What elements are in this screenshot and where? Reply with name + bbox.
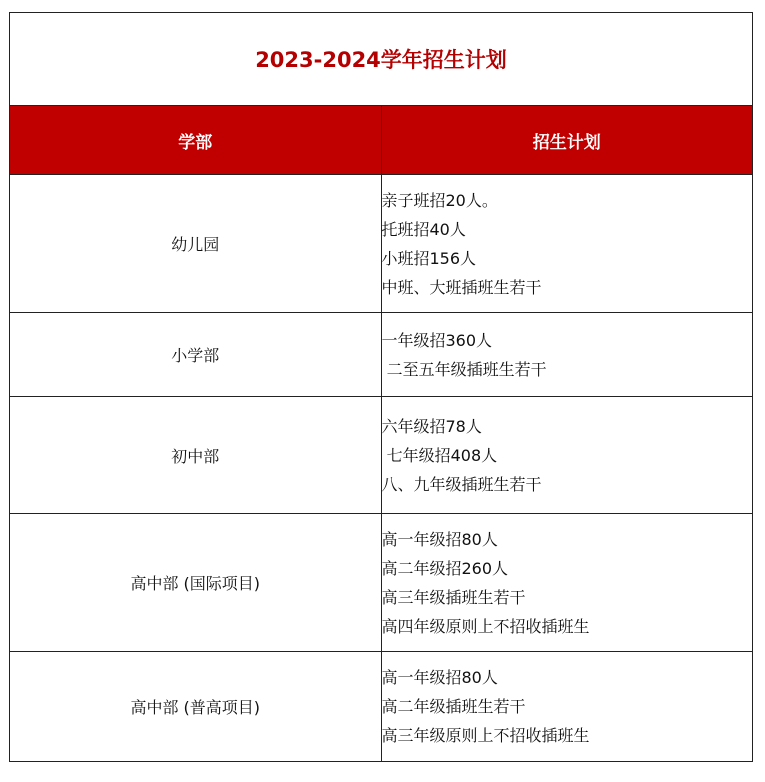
header-department: 学部 (10, 106, 382, 175)
plan-line: 亲子班招20人。 (381, 190, 498, 210)
plan-line: 高一年级招80人 (381, 668, 498, 687)
plan-line: 高三年级原则上不招收插班生 (381, 726, 590, 745)
plan-line: 八、九年级插班生若干 (381, 474, 542, 494)
department-cell: 初中部 (10, 397, 382, 514)
table-row (10, 313, 753, 397)
table-row (10, 514, 753, 652)
plan-line: 二至五年级插班生若干 (381, 359, 547, 379)
plan-line: 高二年级插班生若干 (381, 697, 526, 716)
plan-line: 高一年级招80人 (381, 529, 498, 549)
plan-line: 托班招40人 (381, 219, 466, 239)
enrollment-plan-table (9, 12, 753, 762)
table-row (10, 397, 753, 514)
title-row (10, 13, 753, 106)
plan-cell (381, 313, 753, 397)
table-row (10, 652, 753, 762)
header-row (10, 106, 753, 175)
department-cell: 高中部 (普高项目) (10, 652, 382, 762)
header-plan: 招生计划 (381, 106, 753, 175)
plan-cell (381, 514, 753, 652)
table-row (10, 175, 753, 313)
plan-line: 七年级招408人 (381, 445, 498, 465)
plan-cell (381, 175, 753, 313)
department-cell: 幼儿园 (10, 175, 382, 313)
plan-line: 高二年级招260人 (381, 558, 509, 578)
plan-cell (381, 652, 753, 762)
department-cell: 高中部 (国际项目) (10, 514, 382, 652)
department-cell: 小学部 (10, 313, 382, 397)
plan-cell (381, 397, 753, 514)
plan-line: 小班招156人 (381, 248, 477, 268)
plan-line: 中班、大班插班生若干 (381, 277, 542, 297)
plan-line: 高三年级插班生若干 (381, 587, 526, 607)
plan-line: 一年级招360人 (381, 330, 493, 350)
plan-line: 高四年级原则上不招收插班生 (381, 616, 590, 636)
table-title: 2023-2024学年招生计划 (10, 13, 753, 106)
plan-line: 六年级招78人 (381, 416, 482, 436)
